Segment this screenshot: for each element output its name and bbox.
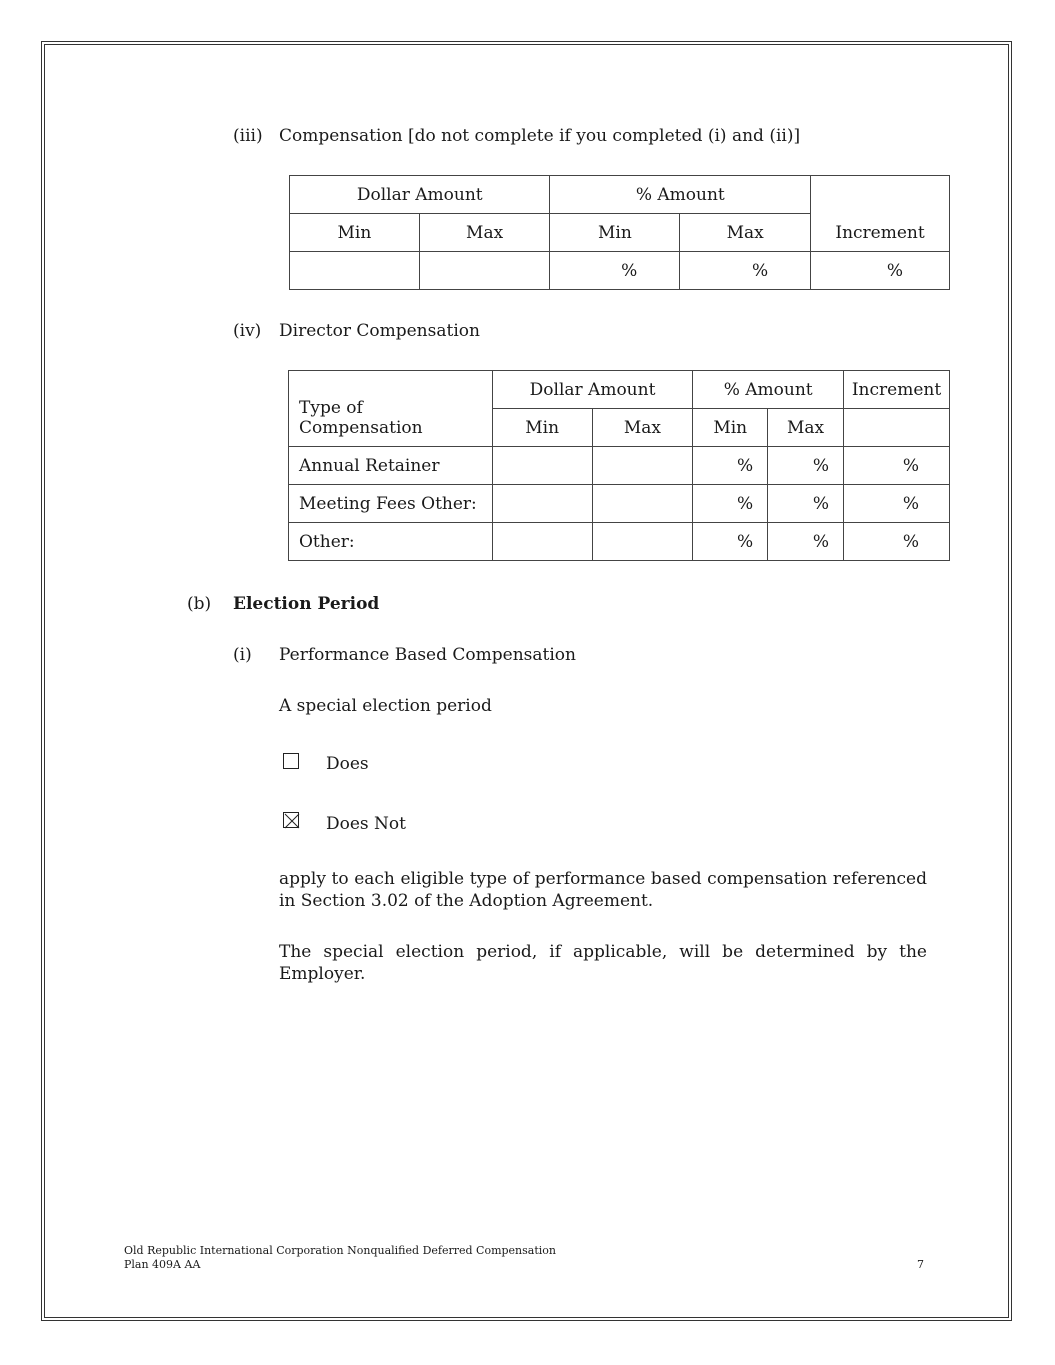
page-number: 7	[917, 1258, 924, 1271]
does-not-checkbox[interactable]	[283, 812, 299, 828]
row-label-meeting-fees: Meeting Fees Other:	[289, 485, 493, 523]
other-pct-max[interactable]: %	[768, 523, 844, 561]
meeting-fees-pct-min[interactable]: %	[693, 485, 768, 523]
meeting-fees-dollar-max[interactable]	[592, 485, 693, 523]
director-pct-min-header: Min	[693, 409, 768, 447]
dollar-min-header: Min	[290, 214, 420, 252]
annual-retainer-pct-min[interactable]: %	[693, 447, 768, 485]
section-b-i-title: Performance Based Compensation	[279, 645, 576, 665]
apply-paragraph: apply to each eligible type of performance based compensation referenced in Section 3.02 of the Adoption Agreement.	[279, 869, 927, 911]
annual-retainer-increment[interactable]: %	[844, 447, 950, 485]
table-row	[289, 523, 950, 561]
director-pct-max-header: Max	[768, 409, 844, 447]
row-label-other: Other:	[289, 523, 493, 561]
section-iii-number: (iii)	[233, 126, 263, 146]
type-of-compensation-header: Type of Compensation	[289, 371, 493, 447]
table-row	[289, 485, 950, 523]
dollar-min-cell[interactable]	[290, 252, 420, 290]
section-b-i-number: (i)	[233, 645, 252, 665]
footer-line-1: Old Republic International Corporation Nonqualified Deferred Compensation	[124, 1244, 556, 1257]
does-checkbox[interactable]	[283, 753, 299, 769]
determination-paragraph: The special election period, if applicable, will be determined by the Employer.	[279, 942, 927, 984]
section-b-title: Election Period	[233, 594, 380, 614]
section-iii-title: Compensation [do not complete if you completed (i) and (ii)]	[279, 126, 801, 146]
other-pct-min[interactable]: %	[693, 523, 768, 561]
other-increment[interactable]: %	[844, 523, 950, 561]
annual-retainer-dollar-min[interactable]	[492, 447, 592, 485]
section-b-number: (b)	[187, 594, 212, 614]
director-compensation-table	[288, 370, 950, 561]
meeting-fees-increment[interactable]: %	[844, 485, 950, 523]
section-iv-title: Director Compensation	[279, 321, 480, 341]
annual-retainer-dollar-max[interactable]	[592, 447, 693, 485]
dollar-amount-header: Dollar Amount	[290, 176, 550, 214]
table-row	[289, 447, 950, 485]
does-label: Does	[326, 754, 369, 774]
checkbox-x-icon	[284, 813, 300, 829]
dollar-max-cell[interactable]	[419, 252, 550, 290]
dollar-max-header: Max	[419, 214, 550, 252]
section-iv-number: (iv)	[233, 321, 262, 341]
director-pct-amount-header: % Amount	[693, 371, 844, 409]
other-dollar-min[interactable]	[492, 523, 592, 561]
special-election-intro: A special election period	[279, 696, 492, 716]
director-dollar-min-header: Min	[492, 409, 592, 447]
increment-cell[interactable]: %	[811, 252, 950, 290]
increment-header: Increment	[811, 176, 950, 252]
director-dollar-amount-header: Dollar Amount	[492, 371, 693, 409]
other-dollar-max[interactable]	[592, 523, 693, 561]
director-dollar-max-header: Max	[592, 409, 693, 447]
annual-retainer-pct-max[interactable]: %	[768, 447, 844, 485]
meeting-fees-dollar-min[interactable]	[492, 485, 592, 523]
pct-max-header: Max	[680, 214, 811, 252]
meeting-fees-pct-max[interactable]: %	[768, 485, 844, 523]
pct-min-cell[interactable]: %	[550, 252, 680, 290]
pct-max-cell[interactable]: %	[680, 252, 811, 290]
footer-line-2: Plan 409A AA	[124, 1258, 201, 1271]
pct-amount-header: % Amount	[550, 176, 811, 214]
does-not-label: Does Not	[326, 814, 406, 834]
row-label-annual-retainer: Annual Retainer	[289, 447, 493, 485]
compensation-table	[289, 175, 950, 290]
director-increment-header: Increment	[844, 371, 950, 409]
pct-min-header: Min	[550, 214, 680, 252]
director-increment-subheader	[844, 409, 950, 447]
